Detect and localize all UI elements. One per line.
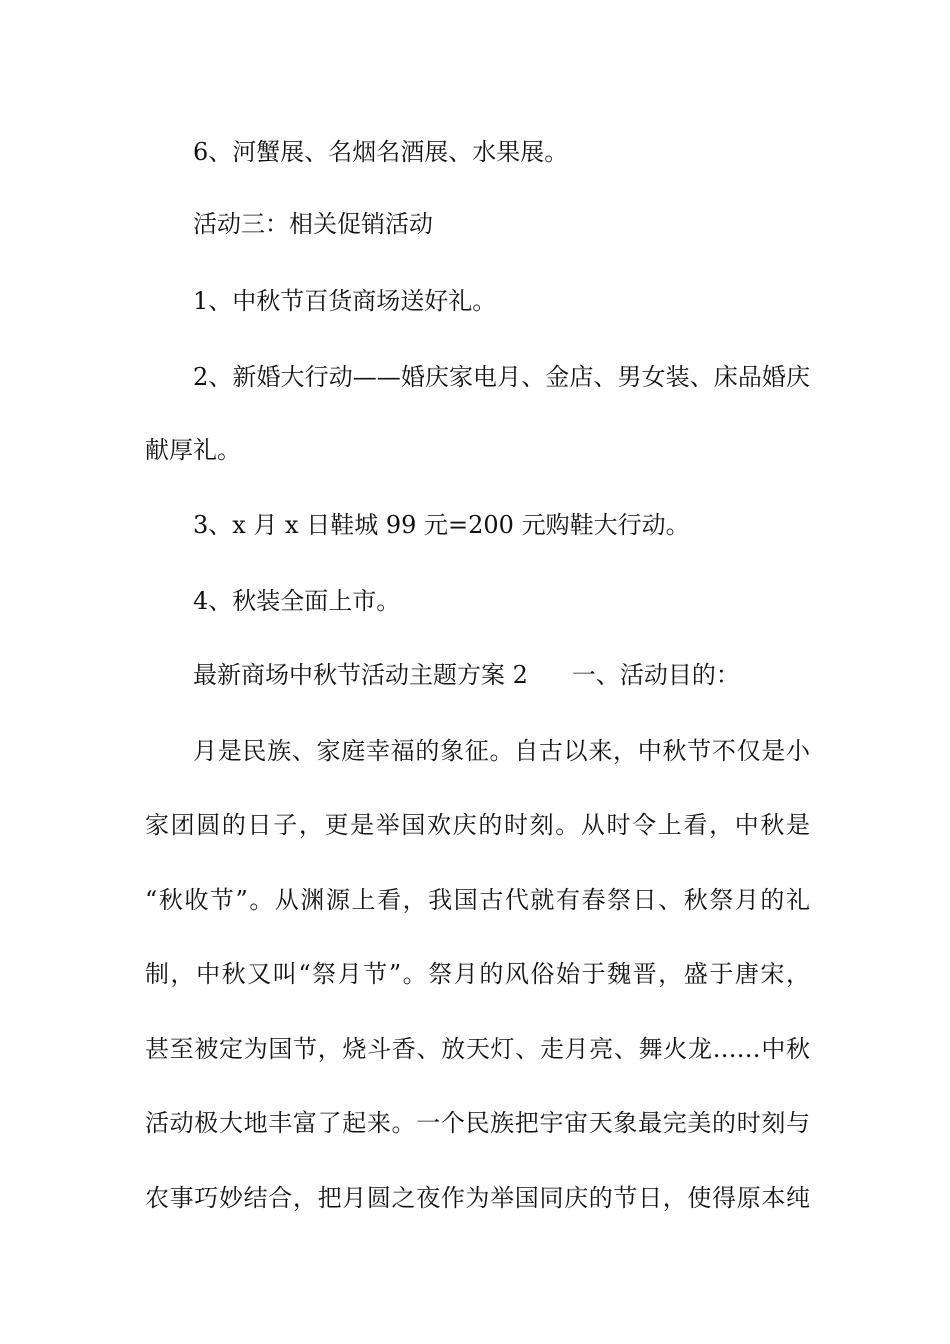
section-subheading: 一、活动目的： — [571, 661, 740, 689]
paragraph-line: 甚至被定为国节，烧斗香、放天灯、走月亮、舞火龙……中秋 — [145, 1035, 810, 1063]
list-item: 6、河蟹展、名烟名酒展、水果展。 — [193, 138, 569, 166]
paragraph-line: 月是民族、家庭幸福的象征。自古以来，中秋节不仅是小 — [193, 737, 810, 765]
section-heading: 最新商场中秋节活动主题方案 2 — [193, 661, 528, 689]
paragraph-line: 家团圆的日子，更是举国欢庆的时刻。从时令上看，中秋是 — [145, 811, 810, 839]
list-item: 2、新婚大行动——婚庆家电月、金店、男女装、床品婚庆 — [193, 363, 810, 391]
list-item-continuation: 献厚礼。 — [145, 436, 241, 464]
section-heading-row — [193, 659, 810, 691]
paragraph-line: 制，中秋又叫“祭月节”。祭月的风俗始于魏晋，盛于唐宋， — [145, 960, 810, 988]
section-title-activity-three: 活动三：相关促销活动 — [193, 210, 433, 238]
list-item: 4、秋装全面上市。 — [193, 587, 401, 615]
paragraph-line: “秋收节”。从渊源上看，我国古代就有春祭日、秋祭月的礼 — [145, 886, 810, 914]
paragraph-line: 活动极大地丰富了起来。一个民族把宇宙天象最完美的时刻与 — [145, 1109, 810, 1137]
list-item: 1、中秋节百货商场送好礼。 — [193, 287, 497, 315]
list-item: 3、x 月 x 日鞋城 99 元=200 元购鞋大行动。 — [193, 511, 690, 539]
paragraph-line: 农事巧妙结合，把月圆之夜作为举国同庆的节日，使得原本纯 — [145, 1184, 810, 1212]
